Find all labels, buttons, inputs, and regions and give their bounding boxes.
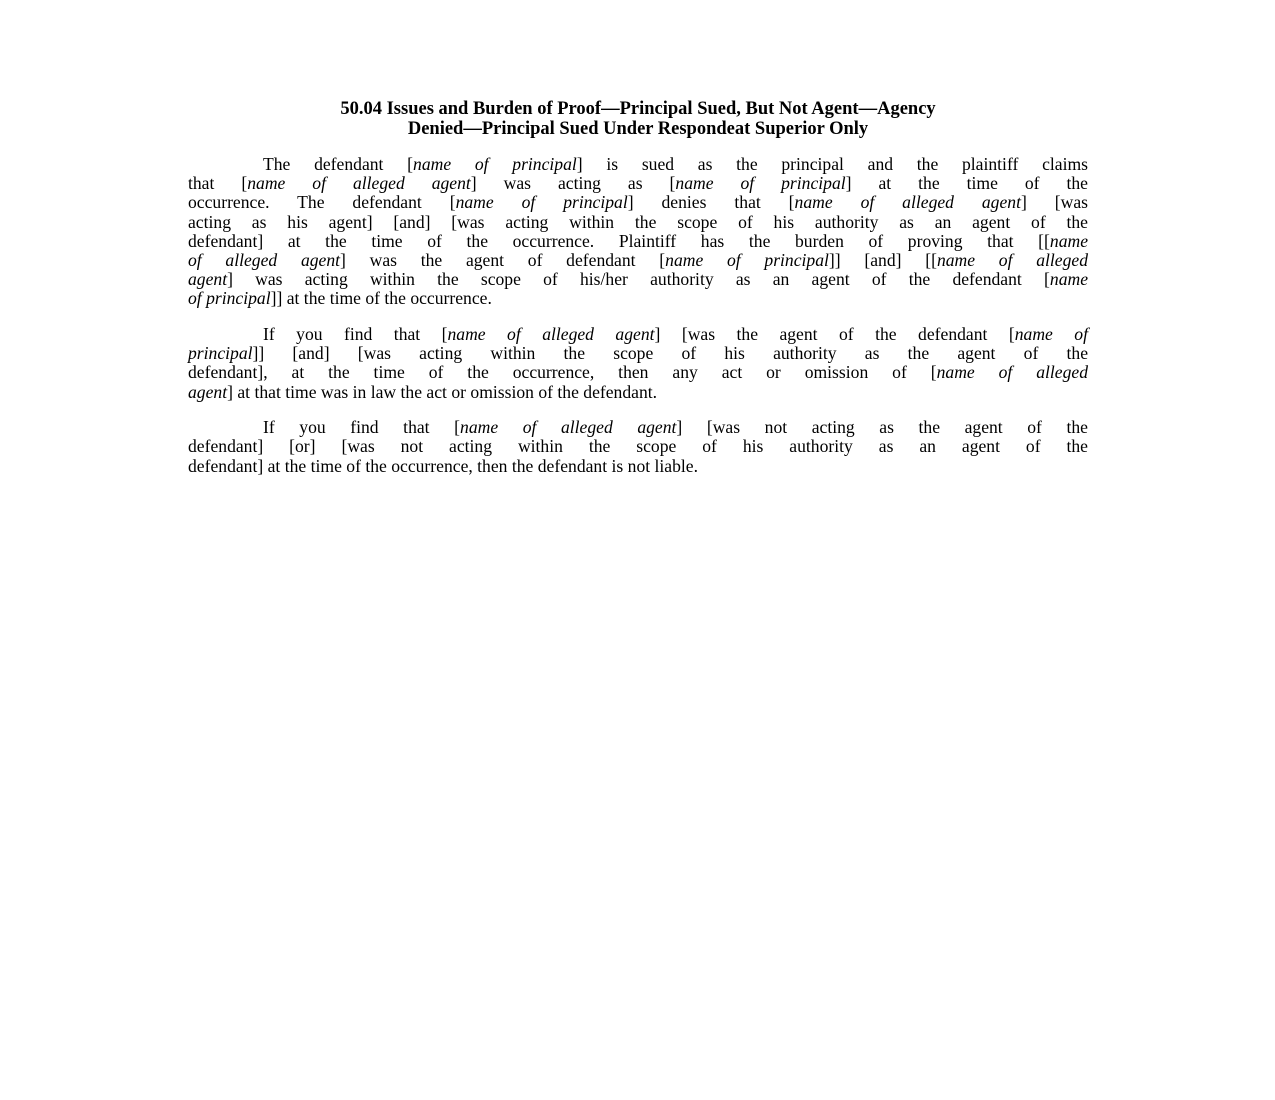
body-text: ] was acting within the scope of his/her authority as an agent of the defendant [ (227, 269, 1050, 290)
placeholder-text: name of alleged agent (794, 192, 1021, 213)
text-line (188, 437, 1088, 456)
text-line (188, 193, 1088, 212)
placeholder-text: name (1049, 230, 1088, 251)
placeholder-text: name of principal (413, 154, 577, 174)
body-text: defendant] [or] [was not acting within the scope of his authority as an agent of the (188, 436, 1088, 457)
placeholder-text: agent (188, 381, 228, 402)
body-text: ] at the time of the (845, 173, 1088, 194)
body-text: If you find that [ (263, 324, 448, 344)
body-text: If you find that [ (263, 417, 461, 438)
placeholder-text: name of principal (455, 192, 628, 213)
title-line: 50.04 Issues and Burden of Proof—Principal Sued, But Not Agent—Agency (340, 99, 936, 119)
body-text: that [ (188, 173, 248, 194)
placeholder-text: principal (188, 343, 253, 364)
text-line (188, 418, 1088, 437)
text-line (188, 344, 1088, 363)
paragraph-1 (188, 155, 1088, 309)
body-text: ] at that time was in law the act or omission of the defendant. (227, 381, 658, 402)
text-line (188, 457, 1088, 476)
body-text: defendant], at the time of the occurrence, then any act or omission of [ (188, 362, 937, 383)
text-line (188, 383, 1088, 402)
body-text: ]] [and] [was acting within the scope of his authority as the agent of the (252, 343, 1088, 364)
placeholder-text: name of alleged (936, 362, 1088, 383)
placeholder-text: agent (188, 269, 228, 290)
body-text: ] [was not acting as the agent of the (676, 417, 1088, 438)
text-line (188, 155, 1088, 174)
body-text: ] [was (1020, 192, 1088, 213)
body-text: ] is sued as the principal and the plaintiff claims (576, 154, 1088, 174)
text-line (188, 289, 1088, 308)
body-text: ] was acting as [ (470, 173, 676, 194)
paragraph-2 (188, 325, 1088, 402)
placeholder-text: of principal (188, 288, 271, 309)
body-text: occurrence. The defendant [ (188, 192, 456, 213)
document-body (188, 155, 1088, 492)
text-line (188, 232, 1088, 251)
document-title (188, 100, 1088, 139)
title-line: Denied—Principal Sued Under Respondeat Superior Only (407, 118, 869, 139)
text-line (188, 251, 1088, 270)
text-line (188, 270, 1088, 289)
placeholder-text: name of principal (675, 173, 846, 194)
placeholder-text: name of (1014, 324, 1088, 344)
text-line (188, 174, 1088, 193)
text-line (188, 213, 1088, 232)
body-text: defendant] at the time of the occurrence. Plaintiff has the burden of proving that [[ (188, 230, 1050, 251)
placeholder-text: of alleged agent (188, 249, 341, 270)
body-text: acting as his agent] [and] [was acting within the scope of his authority as an agent of the (188, 211, 1088, 232)
placeholder-text: name of alleged agent (247, 173, 471, 194)
placeholder-text: name of alleged (936, 249, 1088, 270)
placeholder-text: name (1049, 269, 1088, 290)
text-line (188, 363, 1088, 382)
text-line (188, 325, 1088, 344)
body-text: ]] [and] [[ (828, 249, 937, 270)
body-text: The defendant [ (263, 154, 414, 174)
placeholder-text: name of alleged agent (460, 417, 677, 438)
body-text: ] was the agent of defendant [ (340, 249, 666, 270)
body-text: ]] at the time of the occurrence. (270, 288, 492, 309)
paragraph-3 (188, 418, 1088, 476)
body-text: ] denies that [ (627, 192, 795, 213)
placeholder-text: name of principal (665, 249, 829, 270)
body-text: ] [was the agent of the defendant [ (654, 324, 1015, 344)
body-text: defendant] at the time of the occurrence, then the defendant is not liable. (188, 455, 699, 476)
placeholder-text: name of alleged agent (447, 324, 655, 344)
